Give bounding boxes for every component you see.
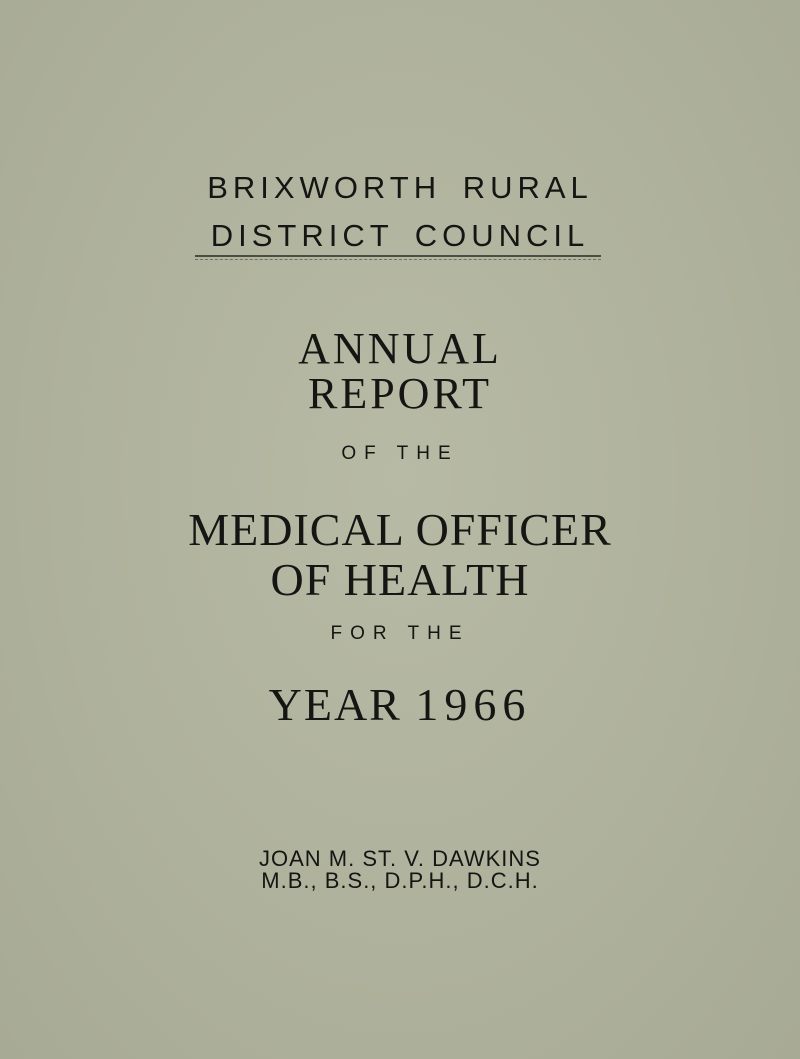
council-name-line-1: BRIXWORTH RURAL [207,170,593,205]
year-label: YEAR [268,679,402,730]
divider-rule [195,255,601,257]
report-title-line-1: MEDICAL OFFICER [188,504,612,555]
report-heading-report: REPORT [307,369,493,418]
of-the-label: OF THE [341,443,459,464]
author-qualifications: M.B., B.S., D.P.H., D.C.H. [261,868,539,893]
report-year [0,678,800,731]
author-name: JOAN M. ST. V. DAWKINS [259,846,541,871]
divider-rule-dashed [195,259,601,260]
report-heading-annual: ANNUAL [298,324,502,373]
council-name-line-2: DISTRICT COUNCIL [210,218,590,253]
for-the-label: FOR THE [330,623,470,644]
report-title-line-2: OF HEALTH [270,554,530,605]
year-value: 1966 [415,679,532,730]
